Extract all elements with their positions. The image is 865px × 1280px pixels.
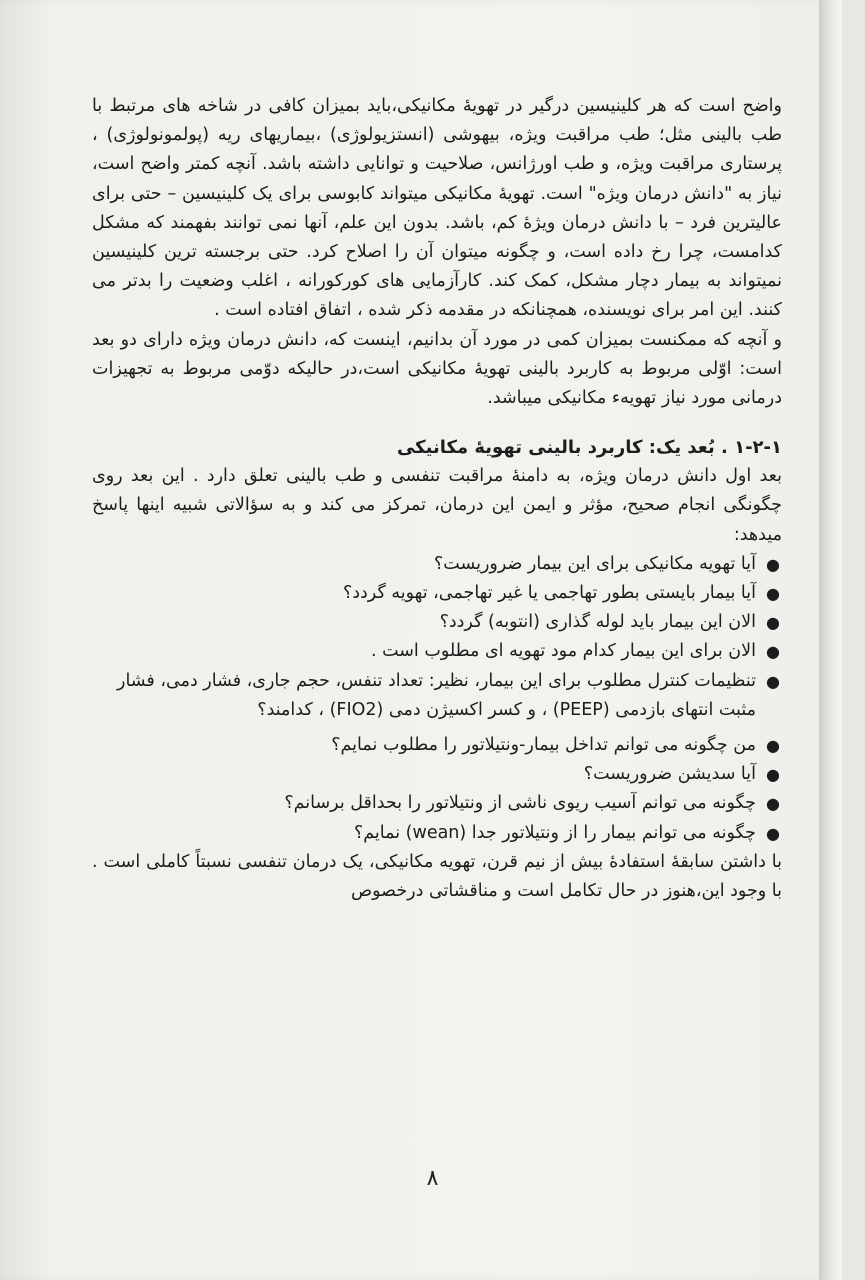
list-item: ● آیا تهویه مکانیکی برای این بیمار ضروریست؟ [92, 550, 782, 579]
list-item: ● چگونه می توانم آسیب ریوی ناشی از ونتیلاتور را بحداقل برسانم؟ [92, 789, 782, 818]
list-item: ● من چگونه می توانم تداخل بیمار-ونتیلاتور را مطلوب نمایم؟ [92, 731, 782, 760]
second-paragraph: و آنچه که ممکنست بمیزان کمی در مورد آن بدانیم، اینست که، دانش درمان ویژه دارای دو بعد است: اوّلی مربوط به کاربرد بالینی تهویهٔ مکانیکی است،در حالیکه دوّمی مربوط به تجهیزات درمانی مورد نیاز تهویهء مکانیکی میباشد. [92, 329, 782, 409]
bullet-icon: ● [766, 584, 780, 604]
page-edge [819, 0, 842, 1280]
bullet-icon: ● [766, 613, 780, 633]
list-item: ● تنظیمات کنترل مطلوب برای این بیمار، نظیر: تعداد تنفس، حجم جاری، فشار دمی، فشار مثبت انتهای بازدمی (PEEP) ، و کسر اکسیژن دمی (FIO2) ، کدامند؟ [92, 667, 782, 725]
question-list-1 [92, 550, 782, 725]
bullet-icon: ● [766, 671, 780, 691]
bullet-icon: ● [766, 642, 780, 662]
list-item: ● الان برای این بیمار کدام مود تهویه ای مطلوب است . [92, 637, 782, 666]
bullet-icon: ● [766, 765, 780, 785]
bullet-icon: ● [766, 554, 780, 574]
bullet-icon: ● [766, 736, 780, 756]
list-item: ● آیا سدیشن ضروریست؟ [92, 760, 782, 789]
question-list-2 [92, 731, 782, 848]
list-item: ● چگونه می توانم بیمار را از ونتیلاتور جدا (wean) نمایم؟ [92, 819, 782, 848]
list-item: ● آیا بیمار بایستی بطور تهاجمی یا غیر تهاجمی، تهویه گردد؟ [92, 579, 782, 608]
page-number: ۸ [426, 1166, 439, 1191]
list-item: ● الان این بیمار باید لوله گذاری (انتوبه) گردد؟ [92, 608, 782, 637]
closing-paragraph: با داشتن سابقهٔ استفادهٔ بیش از نیم قرن، تهویه مکانیکی، یک درمان تنفسی نسبتاً کاملی است . با وجود این،هنوز در حال تکامل است و مناقشاتی درخصوص [92, 851, 782, 902]
bullet-icon: ● [766, 823, 780, 843]
intro-paragraph: واضح است که هر کلینیسین درگیر در تهویهٔ مکانیکی،باید بمیزان کافی در شاخه های مرتبط با طب بالینی مثل؛ طب مراقبت ویژه، بیهوشی (انستزیولوژی) ،بیماریهای ریه (پولمونولوژی) ، پرستاری مراقبت ویژه، و طب اورژانس، صلاحیت و توانایی داشته باشد. آنچه کمتر واضح است، نیاز به "دانش درمان ویژه" است. تهویهٔ مکانیکی میتواند کابوسی برای یک کلینیسین – حتی برای عالیترین فرد – با دانش درمان ویژهٔ کم، باشد. بدون این علم، آنها نمی توانند بفهمند که مشکل کدامست، چرا رخ داده است، و چگونه میتوان آن را اصلاح کرد. حتی برجسته ترین کلینیسین نمیتواند به بیمار دچار مشکل، کمک کند. کارآزمایی های کورکورانه ، اغلب وضعیت را بدتر می کنند. این امر برای نویسنده، همچنانکه در مقدمه ذکر شده ، اتفاق افتاده است . [92, 96, 782, 321]
section-heading: ۱-۲-۱ . بُعد یک: کاربرد بالینی تهویهٔ مکانیکی [396, 437, 782, 459]
bullet-icon: ● [766, 794, 780, 814]
page-content [92, 92, 782, 906]
section-intro: بعد اول دانش درمان ویژه، به دامنهٔ مراقبت تنفسی و طب بالینی تعلق دارد . این بعد روی چگونگی انجام صحیح، مؤثر و ایمن این درمان، تمرکز می کند و به سؤالاتی شبیه اینها پاسخ میدهد: [92, 466, 782, 545]
